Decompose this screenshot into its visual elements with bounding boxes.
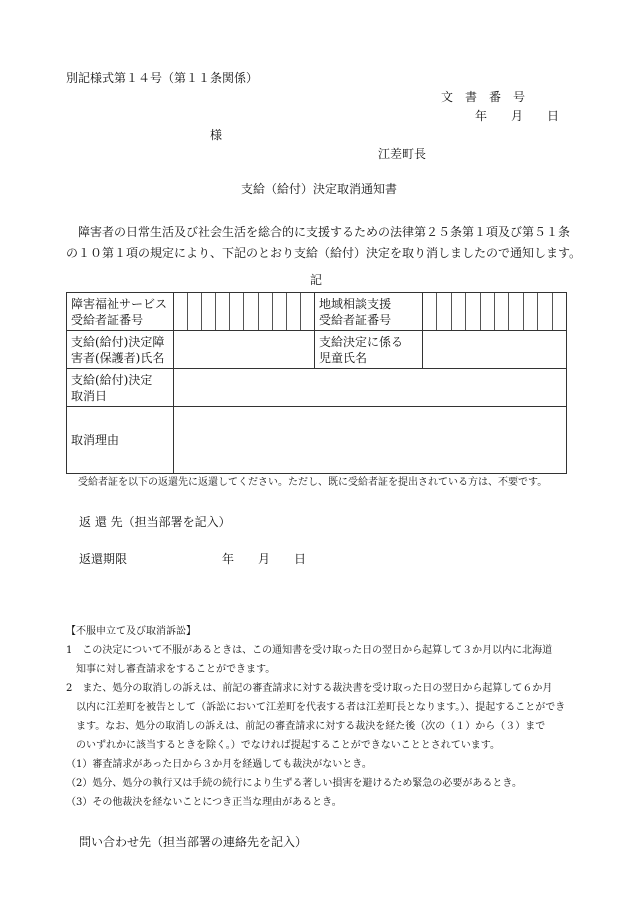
appeal-sub-2: （2）処分、処分の執行又は手続の続行により生ずる著しい損害を避けるため緊急の必要があるとき。 bbox=[66, 778, 522, 789]
appeal-heading: 【不服申立て及び取消訴訟】 bbox=[66, 626, 196, 637]
body-line-2: の１０第１項の規定により、下記のとおり支給（給付）決定を取り消しましたので通知します。 bbox=[66, 246, 582, 260]
document-number-label: 文 書 番 号 bbox=[441, 90, 526, 104]
appeal-sub-3: （3）その他裁決を経ないことにつき正当な理由があるとき。 bbox=[66, 797, 342, 808]
service-cert-number-label: 障害福祉サービス 受給者証番号 bbox=[67, 293, 174, 331]
cancellation-date-field[interactable] bbox=[174, 369, 567, 407]
service-cert-number-boxes[interactable] bbox=[174, 293, 315, 331]
appeal-notes bbox=[66, 641, 566, 812]
contact-info: 問い合わせ先（担当部署の連絡先を記入） bbox=[79, 835, 308, 849]
date-label: 年 月 日 bbox=[475, 109, 560, 123]
return-note: 受給者証を以下の返還先に返還してください。ただし、既に受給者証を提出されている方は、不要です。 bbox=[78, 477, 548, 488]
consult-cert-number-boxes[interactable] bbox=[423, 293, 567, 331]
addressee-suffix: 様 bbox=[210, 128, 223, 142]
ki-marker: 記 bbox=[310, 273, 323, 287]
form-number: 別記様式第１４号（第１１条関係） bbox=[66, 71, 259, 85]
table-row bbox=[67, 331, 567, 369]
table-row bbox=[67, 407, 567, 474]
appeal-item-2-cont: のいずれかに該当するときを除く。）でなければ提起することができないこととされています。 bbox=[76, 740, 500, 751]
issuer-name: 江差町長 bbox=[378, 147, 427, 161]
appeal-item-1-cont: 知事に対し審査請求をすることができます。 bbox=[76, 664, 276, 675]
body-paragraph bbox=[66, 222, 582, 264]
recipient-name-field[interactable] bbox=[174, 331, 315, 369]
child-name-label: 支給決定に係る 児童氏名 bbox=[315, 331, 423, 369]
body-line-1: 障害者の日常生活及び社会生活を総合的に支援するための法律第２５条第１項及び第５１条 bbox=[78, 225, 571, 239]
appeal-item-2: 2 また、処分の取消しの訴えは、前記の審査請求に対する裁決書を受け取った日の翌日から起算して６か月 bbox=[66, 683, 553, 694]
appeal-item-1: 1 この決定について不服があるときは、この通知書を受け取った日の翌日から起算して３か月以内に北海道 bbox=[66, 645, 553, 656]
appeal-item-2-cont: 以内に江差町を被告として（訴訟において江差町を代表する者は江差町長となります。）、提起することができ bbox=[76, 702, 566, 713]
return-destination: 返 還 先（担当部署を記入） bbox=[79, 515, 231, 529]
appeal-sub-1: （1）審査請求があった日から３か月を経過しても裁決がないとき。 bbox=[66, 759, 372, 770]
child-name-field[interactable] bbox=[423, 331, 567, 369]
document-title: 支給（給付）決定取消通知書 bbox=[241, 182, 398, 196]
return-deadline-date: 年 月 日 bbox=[222, 552, 307, 566]
table-row bbox=[67, 293, 567, 331]
cancellation-reason-label: 取消理由 bbox=[67, 407, 174, 474]
notice-form-table bbox=[66, 292, 567, 474]
appeal-item-2-cont: ます。なお、処分の取消しの訴えは、前記の審査請求に対する裁決を経た後（次の（１）から（３）まで bbox=[76, 721, 546, 732]
cancellation-reason-field[interactable] bbox=[174, 407, 567, 474]
return-deadline-label: 返還期限 bbox=[79, 552, 128, 566]
recipient-name-label: 支給(給付)決定障 害者(保護者)氏名 bbox=[67, 331, 174, 369]
cancellation-date-label: 支給(給付)決定 取消日 bbox=[67, 369, 174, 407]
table-row bbox=[67, 369, 567, 407]
consult-cert-number-label: 地域相談支援 受給者証番号 bbox=[315, 293, 423, 331]
